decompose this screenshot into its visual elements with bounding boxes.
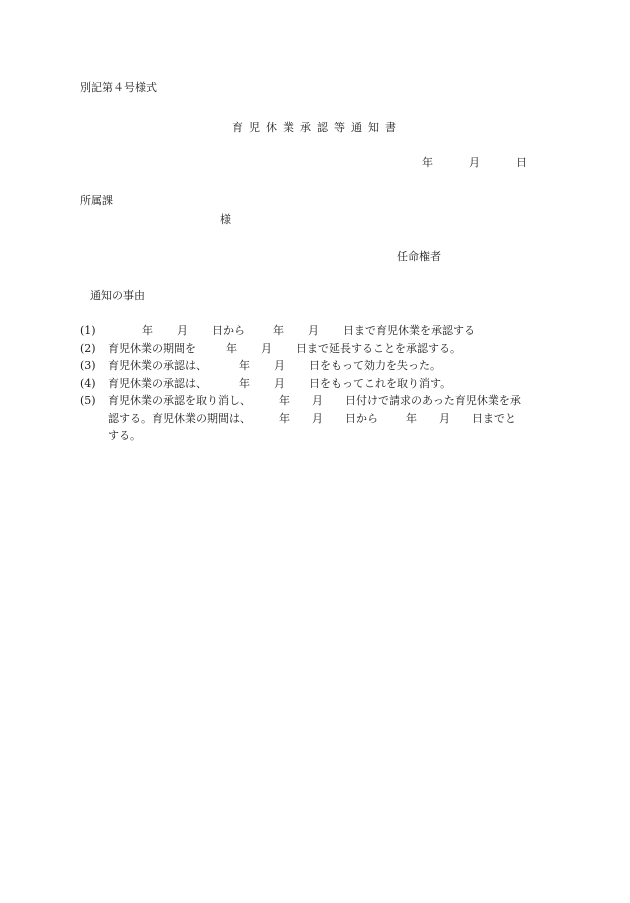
- reason-heading: 通知の事由: [90, 289, 145, 302]
- reason-item-5: [80, 392, 550, 445]
- date-day-label: 日: [516, 156, 527, 169]
- honorific-label: 様: [220, 213, 231, 226]
- item-text: 育児休業の承認を取り消し、 年 月 日付けで請求のあった育児休業を承 認する。育児休業の期間は、 年 月 日から 年 月 日までと する。: [108, 394, 521, 442]
- item-text: 育児休業の承認は、 年 月 日をもってこれを取り消す。: [108, 376, 452, 390]
- date-line: [422, 156, 527, 170]
- item-text: 年 月 日から 年 月 日まで育児休業を承認する: [142, 324, 475, 337]
- item-number: (1): [80, 324, 96, 337]
- reason-item-4: [80, 375, 550, 393]
- reason-item-1: [80, 322, 550, 340]
- item-number: (5): [80, 394, 96, 407]
- reason-item-2: [80, 340, 550, 358]
- document-title: 育児休業承認等通知書: [232, 121, 402, 134]
- item-text: 育児休業の期間を 年 月 日まで延長することを承認する。: [108, 341, 461, 355]
- reason-list: [80, 322, 550, 445]
- form-number: 別記第４号様式: [80, 81, 157, 94]
- item-number: (4): [80, 376, 96, 390]
- item-number: (3): [80, 359, 96, 372]
- date-month-label: 月: [469, 156, 480, 169]
- date-year-label: 年: [422, 156, 433, 169]
- authority-label: 任命権者: [397, 250, 441, 263]
- item-number: (2): [80, 341, 96, 355]
- reason-item-3: [80, 357, 550, 375]
- item-text: 育児休業の承認は、 年 月 日をもって効力を失った。: [108, 359, 441, 372]
- department-label: 所属課: [80, 194, 113, 207]
